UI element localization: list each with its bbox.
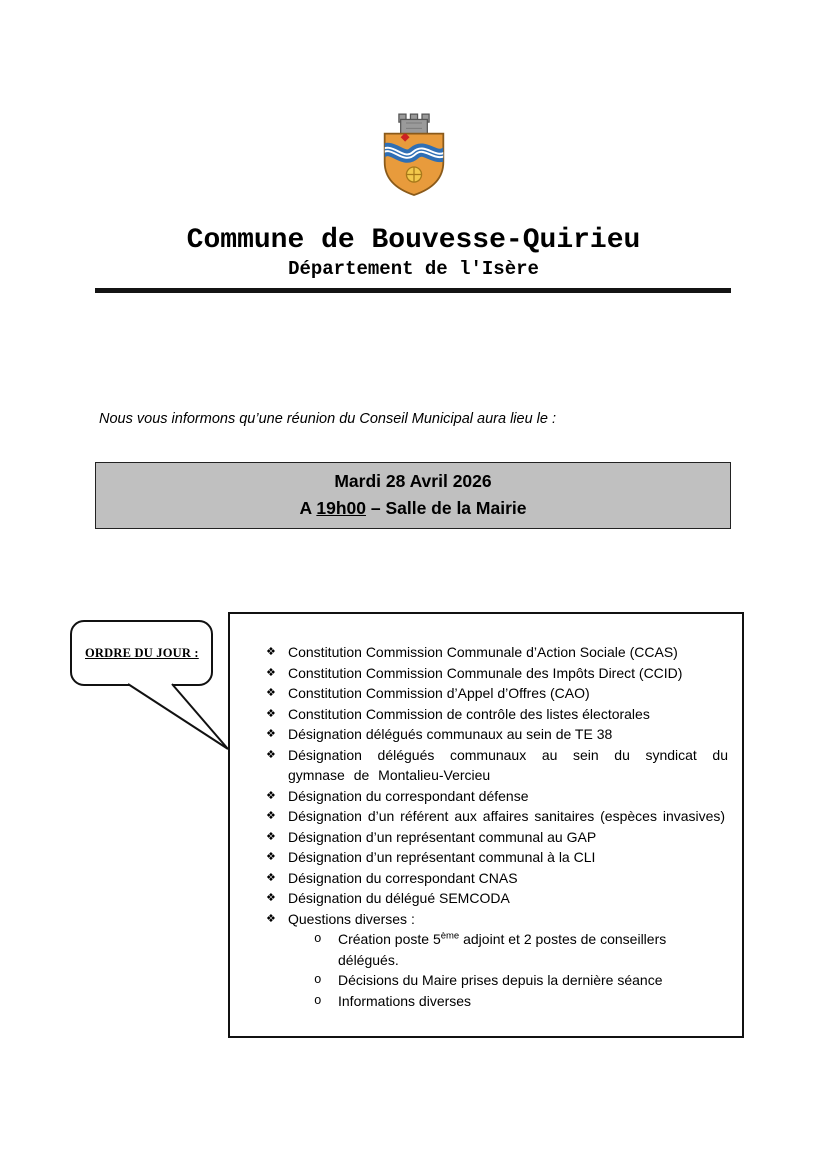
diamond-bullet-icon: ❖ xyxy=(266,665,276,679)
commune-name: Commune de Bouvesse-Quirieu xyxy=(186,225,641,256)
diamond-bullet-icon: ❖ xyxy=(266,829,276,843)
circle-bullet-icon: o xyxy=(314,973,322,987)
agenda-item xyxy=(230,847,742,868)
agenda-item xyxy=(230,868,742,889)
coat-of-arms-svg xyxy=(374,112,454,198)
department-name: Département de l'Isère xyxy=(288,258,539,280)
agenda-item xyxy=(230,704,742,725)
circle-bullet-icon: o xyxy=(314,932,322,946)
agenda-callout-tail xyxy=(95,681,240,755)
meeting-time-location xyxy=(96,495,730,522)
circle-bullet-icon: o xyxy=(314,993,322,1008)
agenda-item-text: Désignation délégués communaux au sein du syndicat du gymnase de Montalieu-Vercieu xyxy=(288,746,728,783)
agenda-callout-label: ORDRE DU JOUR : xyxy=(85,645,199,660)
agenda-item-text: Constitution Commission d’Appel d’Offres (CAO) xyxy=(288,685,590,701)
diamond-bullet-icon: ❖ xyxy=(266,809,276,822)
diamond-bullet-icon: ❖ xyxy=(266,788,276,802)
header-rule xyxy=(95,288,731,293)
agenda-item-text: Désignation du délégué SEMCODA xyxy=(288,890,510,906)
agenda-item-text: Constitution Commission de contrôle des listes électorales xyxy=(288,705,650,722)
agenda-item-text: Désignation du correspondant défense xyxy=(288,787,529,804)
diamond-bullet-icon: ❖ xyxy=(266,727,276,740)
agenda-sub-item xyxy=(230,970,742,991)
agenda-sub-item xyxy=(230,929,742,970)
agenda-item-text: Désignation d’un référent aux affaires sanitaires (espèces invasives) xyxy=(288,808,726,824)
agenda-sub-item-text: Informations diverses xyxy=(338,992,472,1009)
diamond-bullet-icon: ❖ xyxy=(266,850,276,863)
agenda-item-text: Constitution Commission Communale des Impôts Direct (CCID) xyxy=(288,664,683,681)
agenda-item-text: Questions diverses : xyxy=(288,910,415,927)
meeting-date: Mardi 28 Avril 2026 xyxy=(334,471,492,491)
agenda-sub-item-text: Décisions du Maire prises depuis la dernière séance xyxy=(338,972,663,988)
diamond-bullet-icon: ❖ xyxy=(266,706,276,720)
agenda-item xyxy=(230,806,742,827)
commune-crest-icon xyxy=(374,112,454,198)
meeting-location: – Salle de la Mairie xyxy=(365,498,527,518)
agenda-item-text: Constitution Commission Communale d’Action Sociale (CCAS) xyxy=(288,644,678,660)
meeting-time-prefix: A xyxy=(299,498,317,518)
agenda-item-text: Désignation du correspondant CNAS xyxy=(288,869,518,886)
meeting-time: 19h00 xyxy=(316,498,366,518)
diamond-bullet-icon: ❖ xyxy=(266,870,276,884)
agenda-item xyxy=(230,745,742,786)
agenda-item xyxy=(230,827,742,848)
agenda-sub-item-text: Création poste 5ème adjoint et 2 postes de conseillers délégués. xyxy=(338,930,667,968)
agenda-item-text: Désignation d’un représentant communal à la CLI xyxy=(288,849,596,865)
agenda-item xyxy=(230,642,742,663)
agenda-box xyxy=(228,612,744,1038)
agenda-item xyxy=(230,683,742,704)
crest-tower xyxy=(398,114,428,135)
diamond-bullet-icon: ❖ xyxy=(266,686,276,699)
crest-shield xyxy=(384,134,443,195)
agenda-item xyxy=(230,909,742,930)
meeting-banner xyxy=(95,462,731,529)
diamond-bullet-icon: ❖ xyxy=(266,747,276,761)
diamond-bullet-icon: ❖ xyxy=(266,645,276,658)
agenda-item-text: Désignation délégués communaux au sein de TE 38 xyxy=(288,726,613,742)
diamond-bullet-icon: ❖ xyxy=(266,891,276,904)
agenda-item xyxy=(230,663,742,684)
agenda-item xyxy=(230,888,742,909)
agenda-sub-item xyxy=(230,991,742,1012)
agenda-item xyxy=(230,724,742,745)
agenda-callout-bubble xyxy=(70,620,213,686)
agenda-item-text: Désignation d’un représentant communal au GAP xyxy=(288,828,597,845)
agenda-item xyxy=(230,786,742,807)
intro-text: Nous vous informons qu’une réunion du Conseil Municipal aura lieu le : xyxy=(99,411,557,427)
diamond-bullet-icon: ❖ xyxy=(266,911,276,925)
agenda-list xyxy=(230,614,742,1011)
